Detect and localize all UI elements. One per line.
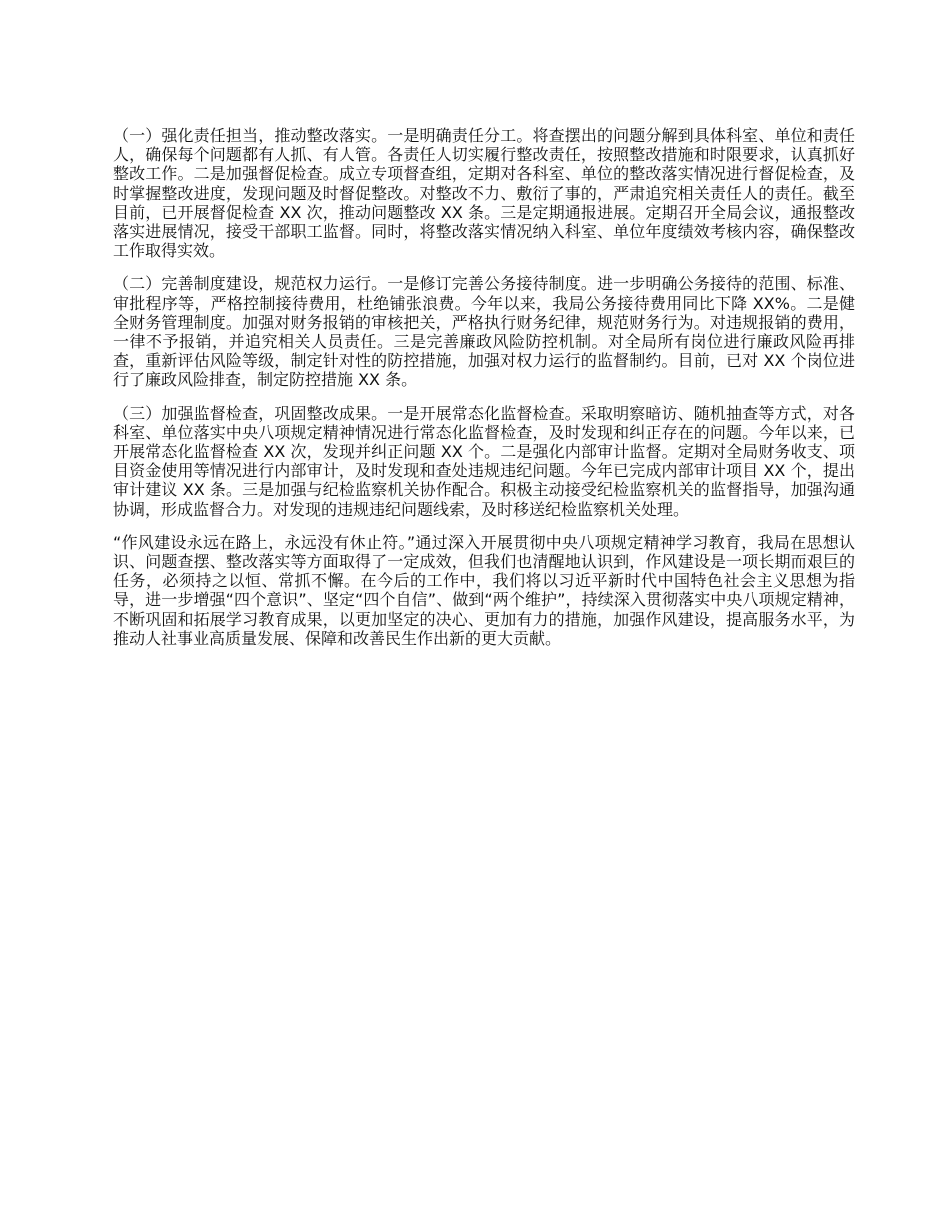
paragraph-strengthen-responsibility: （一）强化责任担当，推动整改落实。一是明确责任分工。将查摆出的问题分解到具体科室、单位和责任人，确保每个问题都有人抓、有人管。各责任人切实履行整改责任，按照整改措施和时限要求，认真抓好整改工作。二是加强督促检查。成立专项督查组，定期对各科室、单位的整改落实情况进行督促检查，及时掌握整改进度，发现问题及时督促整改。对整改不力、敷衍了事的，严肃追究相关责任人的责任。截至目前，已开展督促检查 XX 次，推动问题整改 XX 条。三是定期通报进展。定期召开全局会议，通报整改落实进展情况，接受干部职工监督。同时，将整改落实情况纳入科室、单位年度绩效考核内容，确保整改工作取得实效。: [113, 126, 855, 261]
document-body: [113, 126, 855, 662]
paragraph-supervision-inspection: （三）加强监督检查，巩固整改成果。一是开展常态化监督检查。采取明察暗访、随机抽查等方式，对各科室、单位落实中央八项规定精神情况进行常态化监督检查，及时发现和纠正存在的问题。今年以来，已开展常态化监督检查 XX 次，发现并纠正问题 XX 个。二是强化内部审计监督。定期对全局财务收支、项目资金使用等情况进行内部审计，及时发现和查处违规违纪问题。今年已完成内部审计项目 XX 个，提出审计建议 XX 条。三是加强与纪检监察机关协作配合。积极主动接受纪检监察机关的监督指导，加强沟通协调，形成监督合力。对发现的违规违纪问题线索，及时移送纪检监察机关处理。: [113, 403, 855, 519]
paragraph-conclusion: “作风建设永远在路上，永远没有休止符。”通过深入开展贯彻中央八项规定精神学习教育，我局在思想认识、问题查摆、整改落实等方面取得了一定成效，但我们也清醒地认识到，作风建设是一项长期而艰巨的任务，必须持之以恒、常抓不懈。在今后的工作中，我们将以习近平新时代中国特色社会主义思想为指导，进一步增强“四个意识”、坚定“四个自信”、做到“两个维护”，持续深入贯彻落实中央八项规定精神，不断巩固和拓展学习教育成果，以更加坚定的决心、更加有力的措施，加强作风建设，提高服务水平，为推动人社事业高质量发展、保障和改善民生作出新的更大贡献。: [113, 532, 855, 648]
paragraph-improve-system: （二）完善制度建设，规范权力运行。一是修订完善公务接待制度。进一步明确公务接待的范围、标准、审批程序等，严格控制接待费用，杜绝铺张浪费。今年以来，我局公务接待费用同比下降 XX%。二是健全财务管理制度。加强对财务报销的审核把关，严格执行财务纪律，规范财务行为。对违规报销的费用，一律不予报销，并追究相关人员责任。三是完善廉政风险防控机制。对全局所有岗位进行廉政风险再排查，重新评估风险等级，制定针对性的防控措施，加强对权力运行的监督制约。目前，已对 XX 个岗位进行了廉政风险排查，制定防控措施 XX 条。: [113, 274, 855, 390]
